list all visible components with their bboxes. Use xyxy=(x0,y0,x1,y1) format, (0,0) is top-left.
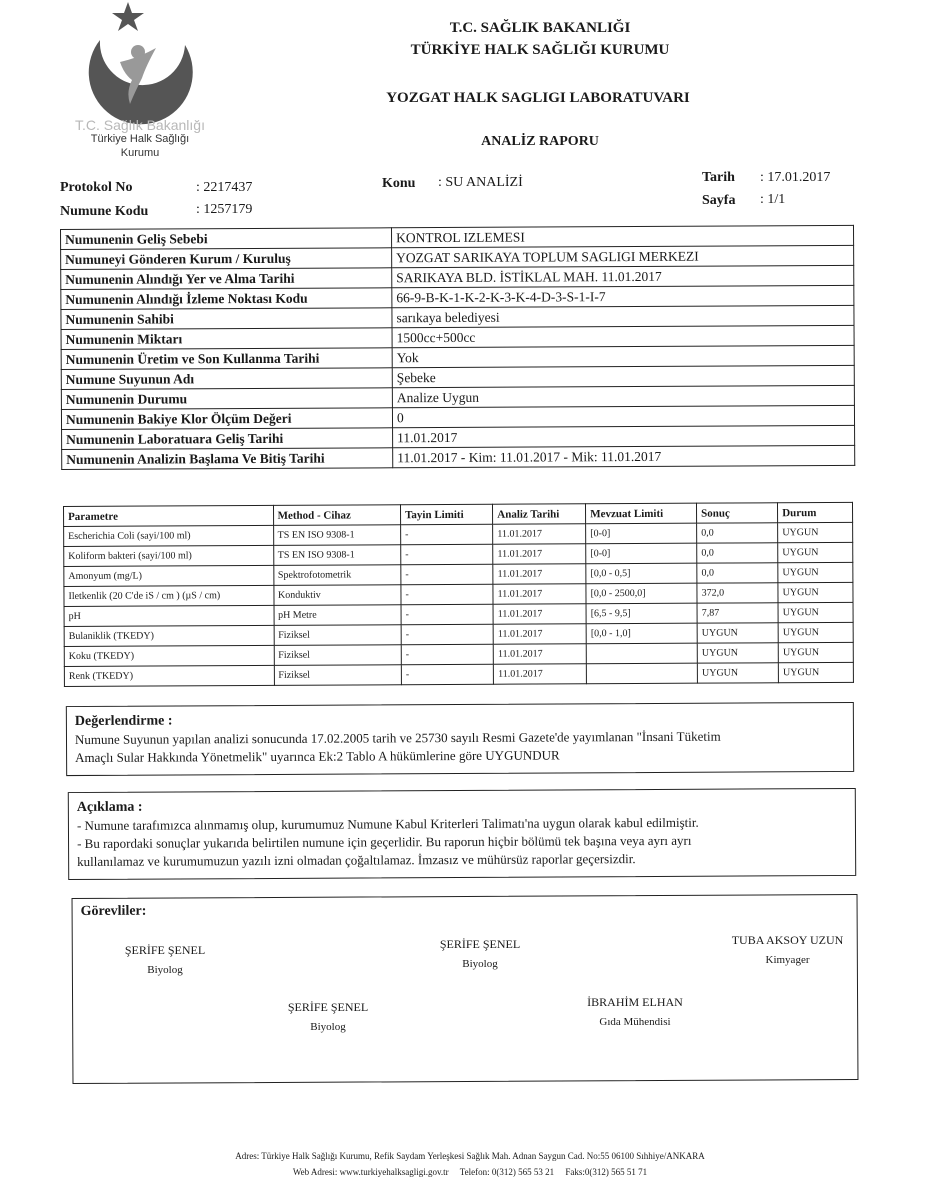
table-cell: - xyxy=(401,584,493,604)
table-cell: TS EN ISO 9308-1 xyxy=(273,545,401,566)
star-icon xyxy=(112,2,144,31)
table-cell: 11.01.2017 xyxy=(493,624,586,644)
table-cell: - xyxy=(401,624,493,644)
logo-line-3: Kurumu xyxy=(120,147,160,159)
staff-box xyxy=(72,894,859,1084)
column-header: Parametre xyxy=(64,505,274,526)
table-cell: 11.01.2017 xyxy=(493,604,586,624)
column-header: Tayin Limiti xyxy=(400,504,492,524)
column-header: Analiz Tarihi xyxy=(493,504,586,524)
table-cell: 11.01.2017 xyxy=(494,664,587,684)
table-cell: 0,0 xyxy=(697,523,778,543)
sample-code-label: Numune Kodu xyxy=(60,204,149,219)
table-cell xyxy=(586,643,697,664)
ministry-title: T.C. SAĞLIK BAKANLIĞI xyxy=(449,20,631,36)
table-cell: 0,0 xyxy=(697,543,778,563)
logo-line-2: Türkiye Halk Sağlığı xyxy=(90,133,190,145)
table-cell: Koku (TKEDY) xyxy=(64,645,274,666)
page-label: Sayfa xyxy=(702,193,736,208)
evaluation-line-2: Amaçlı Sular Hakkında Yönetmelik" uyarınca Ek:2 Tablo A hükümlerine göre UYGUNDUR xyxy=(75,747,560,766)
table-cell: UYGUN xyxy=(778,522,853,542)
date-value: : 17.01.2017 xyxy=(760,170,831,185)
table-cell: [6,5 - 9,5] xyxy=(586,603,697,624)
table-cell: [0,0 - 0,5] xyxy=(586,563,697,584)
table-cell: [0,0 - 1,0] xyxy=(586,623,697,644)
subject-value: : SU ANALİZİ xyxy=(438,175,523,190)
table-cell: Bulaniklik (TKEDY) xyxy=(64,625,274,646)
table-cell: 11.01.2017 xyxy=(493,524,586,544)
evaluation-line-1: Numune Suyunun yapılan analizi sonucunda 17.02.2005 tarih ve 25730 sayılı Resmi Gazete'de yayımlanan "İnsani Tüketim xyxy=(74,728,721,748)
info-label: Numunenin Miktarı xyxy=(61,328,392,350)
table-cell: UYGUN xyxy=(778,662,853,682)
column-header: Mevzuat Limiti xyxy=(586,503,697,524)
table-cell: UYGUN xyxy=(778,642,853,662)
table-cell: UYGUN xyxy=(697,663,778,683)
staff-role: Biyolog xyxy=(310,1021,346,1033)
info-label: Numunenin Üretim ve Son Kullanma Tarihi xyxy=(61,348,392,370)
page-value: : 1/1 xyxy=(760,192,786,207)
table-cell: 11.01.2017 xyxy=(493,584,586,604)
table-cell: 11.01.2017 xyxy=(493,544,586,564)
table-cell: Renk (TKEDY) xyxy=(64,665,274,686)
table-cell: - xyxy=(401,564,493,584)
table-cell: 0,0 xyxy=(697,563,778,583)
staff-member xyxy=(100,940,230,980)
table-cell: Fiziksel xyxy=(274,645,402,666)
lab-title: YOZGAT HALK SAGLIGI LABORATUVARI xyxy=(386,90,690,106)
table-cell: Spektrofotometrik xyxy=(273,565,401,586)
table-cell: UYGUN xyxy=(778,582,853,602)
info-label: Numunenin Laboratuara Geliş Tarihi xyxy=(62,428,393,450)
staff-name: ŞERİFE ŞENEL xyxy=(439,937,521,951)
table-cell: TS EN ISO 9308-1 xyxy=(273,525,401,546)
table-cell: Konduktiv xyxy=(273,585,401,606)
footer-contact xyxy=(80,1164,860,1180)
info-label: Numunenin Geliş Sebebi xyxy=(61,228,392,250)
info-value: Analize Uygun xyxy=(392,385,854,407)
footer-web: Web Adresi: www.turkiyehalksagligi.gov.tr xyxy=(292,1167,449,1177)
info-value: 0 xyxy=(392,405,854,427)
info-label: Numunenin Alındığı İzleme Noktası Kodu xyxy=(61,288,392,310)
table-cell: 11.01.2017 xyxy=(493,644,586,664)
staff-role: Biyolog xyxy=(462,958,498,970)
staff-role: Kimyager xyxy=(765,954,810,966)
explanation-line-2: - Bu rapordaki sonuçlar yukarıda belirtilen numune için geçerlidir. Bu raporun hiçbir bölümü tek başına veya ayrı ayrı xyxy=(77,832,692,852)
info-value: Yok xyxy=(392,345,854,367)
info-value: 1500cc+500cc xyxy=(392,325,854,347)
footer-fax: Faks:0(312) 565 51 71 xyxy=(565,1167,648,1177)
logo-text xyxy=(40,118,240,160)
info-value: Şebeke xyxy=(392,365,854,387)
table-cell: - xyxy=(401,604,493,624)
info-label: Numunenin Alındığı Yer ve Alma Tarihi xyxy=(61,268,392,290)
info-value: KONTROL IZLEMESI xyxy=(391,225,853,247)
column-header: Method - Cihaz xyxy=(273,505,401,526)
table-cell: 372,0 xyxy=(697,583,778,603)
staff-name: ŞERİFE ŞENEL xyxy=(124,943,206,957)
table-cell: UYGUN xyxy=(778,602,853,622)
table-cell: UYGUN xyxy=(778,622,853,642)
footer-phone: Telefon: 0(312) 565 53 21 xyxy=(459,1167,555,1177)
info-label: Numunenin Bakiye Klor Ölçüm Değeri xyxy=(61,408,392,430)
info-label: Numunenin Durumu xyxy=(61,388,392,410)
column-header: Durum xyxy=(778,502,853,522)
explanation-line-3: kullanılamaz ve kurumumuzun yazılı izni olmadan çoğaltılamaz. İmzasız ve mühürsüz raporlar geçersizdir. xyxy=(77,851,636,870)
info-value: 66-9-B-K-1-K-2-K-3-K-4-D-3-S-1-I-7 xyxy=(392,285,854,307)
table-cell: 7,87 xyxy=(697,603,778,623)
table-cell: Iletkenlik (20 C'de iS / cm ) (µS / cm) xyxy=(64,585,274,606)
table-cell: UYGUN xyxy=(697,623,778,643)
date-label: Tarih xyxy=(702,170,735,185)
staff-role: Biyolog xyxy=(147,964,183,976)
evaluation-title: Değerlendirme : xyxy=(74,713,173,730)
staff-member xyxy=(415,934,545,974)
staff-name: İBRAHİM ELHAN xyxy=(587,995,683,1009)
parameter-table xyxy=(63,502,854,687)
table-cell: pH xyxy=(64,605,274,626)
subject-label: Konu xyxy=(382,176,416,191)
table-cell xyxy=(586,663,697,684)
table-cell: Fiziksel xyxy=(274,665,402,686)
column-header: Sonuç xyxy=(697,503,778,523)
table-cell: [0,0 - 2500,0] xyxy=(586,583,697,604)
explanation-line-1: - Numune tarafımızca alınmamış olup, kurumumuz Numune Kabul Kriterleri Talimatı'na uygun olarak kabul edilmiştir. xyxy=(76,814,699,834)
explanation-title: Açıklama : xyxy=(76,799,143,816)
info-row xyxy=(62,445,855,469)
info-value: 11.01.2017 xyxy=(393,425,855,447)
info-label: Numunenin Sahibi xyxy=(61,308,392,330)
table-cell: - xyxy=(401,644,493,664)
info-value: 11.01.2017 - Kim: 11.01.2017 - Mik: 11.01.2017 xyxy=(393,445,855,467)
info-value: SARIKAYA BLD. İSTİKLAL MAH. 11.01.2017 xyxy=(392,265,854,287)
table-cell: Fiziksel xyxy=(274,625,402,646)
staff-name: ŞERİFE ŞENEL xyxy=(287,1000,369,1014)
report-title: ANALİZ RAPORU xyxy=(481,134,599,149)
institution-title: TÜRKİYE HALK SAĞLIĞI KURUMU xyxy=(410,42,670,58)
table-cell: [0-0] xyxy=(586,523,697,544)
table-row xyxy=(64,662,853,686)
staff-member xyxy=(565,992,705,1032)
evaluation-box xyxy=(66,702,854,776)
protocol-label: Protokol No xyxy=(60,180,133,195)
table-cell: UYGUN xyxy=(778,562,853,582)
table-cell: UYGUN xyxy=(778,542,853,562)
info-label: Numune Suyunun Adı xyxy=(61,368,392,390)
info-label: Numuneyi Gönderen Kurum / Kuruluş xyxy=(61,248,392,270)
staff-member xyxy=(715,930,860,970)
staff-name: TUBA AKSOY UZUN xyxy=(731,933,844,947)
logo-line-1: T.C. Sağlık Bakanlığı xyxy=(75,117,205,133)
table-cell: [0-0] xyxy=(586,543,697,564)
info-value: sarıkaya belediyesi xyxy=(392,305,854,327)
staff-title: Görevliler: xyxy=(80,903,147,920)
table-cell: Escherichia Coli (sayi/100 ml) xyxy=(64,525,274,546)
info-value: YOZGAT SARIKAYA TOPLUM SAGLIGI MERKEZI xyxy=(392,245,854,267)
table-cell: - xyxy=(401,544,493,564)
table-cell: pH Metre xyxy=(274,605,402,626)
table-cell: - xyxy=(401,524,493,544)
table-cell: Amonyum (mg/L) xyxy=(64,565,274,586)
footer-address: Adres: Türkiye Halk Sağlığı Kurumu, Refik Saydam Yerleşkesi Sağlık Mah. Adnan Saygun Cad. No:55 06100 Sıhhiye/ANKARA xyxy=(235,1151,705,1161)
sample-info-table xyxy=(60,225,855,470)
info-label: Numunenin Analizin Başlama Ve Bitiş Tarihi xyxy=(62,448,393,470)
protocol-value: : 2217437 xyxy=(196,180,253,195)
staff-member xyxy=(258,997,398,1037)
sample-code-value: : 1257179 xyxy=(196,202,253,217)
staff-role: Gıda Mühendisi xyxy=(599,1016,671,1028)
table-cell: Koliform bakteri (sayi/100 ml) xyxy=(64,545,274,566)
table-cell: UYGUN xyxy=(697,643,778,663)
table-cell: 11.01.2017 xyxy=(493,564,586,584)
explanation-box xyxy=(68,788,856,880)
table-cell: - xyxy=(401,664,493,684)
